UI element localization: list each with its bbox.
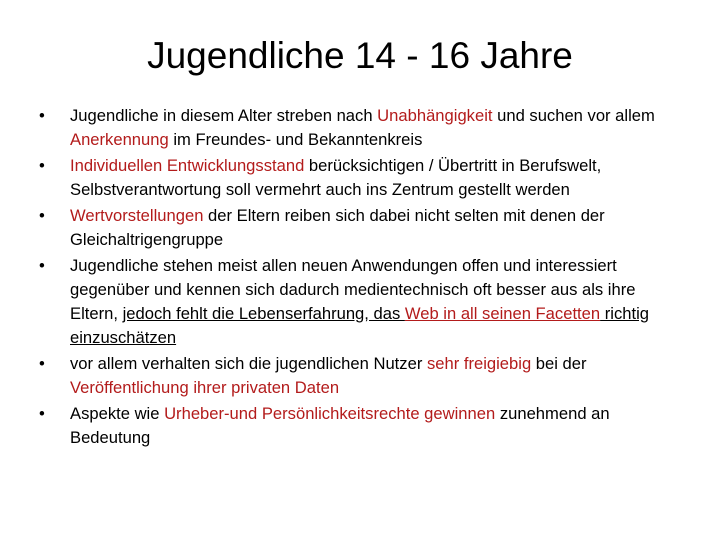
bullet-marker: • bbox=[39, 106, 45, 125]
highlighted-text: Urheber-und Persönlichkeitsrechte gewinnen bbox=[164, 404, 496, 423]
highlighted-text: Anerkennung bbox=[70, 130, 169, 149]
bullet-item bbox=[36, 104, 684, 152]
bullet-item bbox=[36, 254, 684, 350]
slide-title: Jugendliche 14 - 16 Jahre bbox=[147, 35, 573, 76]
bullet-text: und suchen vor allem bbox=[492, 106, 655, 125]
bullet-marker: • bbox=[39, 404, 45, 423]
bullet-marker: • bbox=[39, 206, 45, 225]
highlighted-text: sehr freigiebig bbox=[426, 354, 532, 373]
bullet-marker: • bbox=[39, 156, 45, 175]
bullet-text: richtig einzuschätzen bbox=[70, 304, 649, 347]
highlighted-text: Veröffentlichung ihrer privaten Daten bbox=[70, 378, 340, 397]
bullet-text: Jugendliche stehen meist allen neuen Anwendungen offen und interessiert gegenüber und kennen sich dadurch medientechnisch oft besser aus als ihre Eltern, bbox=[70, 256, 636, 323]
highlighted-text: Web in all seinen Facetten bbox=[404, 304, 601, 323]
bullet-text: Aspekte wie bbox=[70, 404, 165, 423]
bullet-text: der Eltern reiben sich dabei nicht selten mit denen der Gleichaltrigengruppe bbox=[70, 206, 605, 249]
highlighted-text: Individuellen Entwicklungsstand bbox=[70, 156, 305, 175]
bullet-item bbox=[36, 204, 684, 252]
bullet-item bbox=[36, 352, 684, 400]
bullet-text: bei der bbox=[531, 354, 587, 373]
bullet-list bbox=[36, 104, 684, 452]
bullet-marker: • bbox=[39, 256, 45, 275]
bullet-text: Jugendliche in diesem Alter streben nach bbox=[70, 106, 378, 125]
highlighted-text: Unabhängigkeit bbox=[377, 106, 493, 125]
bullet-text: vor allem verhalten sich die jugendlichen Nutzer bbox=[70, 354, 427, 373]
bullet-item bbox=[36, 402, 684, 450]
highlighted-text: Wertvorstellungen bbox=[70, 206, 204, 225]
bullet-text: berücksichtigen / Übertritt in Berufswelt, Selbstverantwortung soll vermehrt auch ins Zentrum gestellt werden bbox=[70, 156, 602, 199]
bullet-marker: • bbox=[39, 354, 45, 373]
bullet-text: jedoch fehlt die Lebenserfahrung, das bbox=[122, 304, 405, 323]
bullet-text: zunehmend an Bedeutung bbox=[70, 404, 610, 447]
bullet-text: im Freundes- und Bekanntenkreis bbox=[168, 130, 423, 149]
bullet-item bbox=[36, 154, 684, 202]
